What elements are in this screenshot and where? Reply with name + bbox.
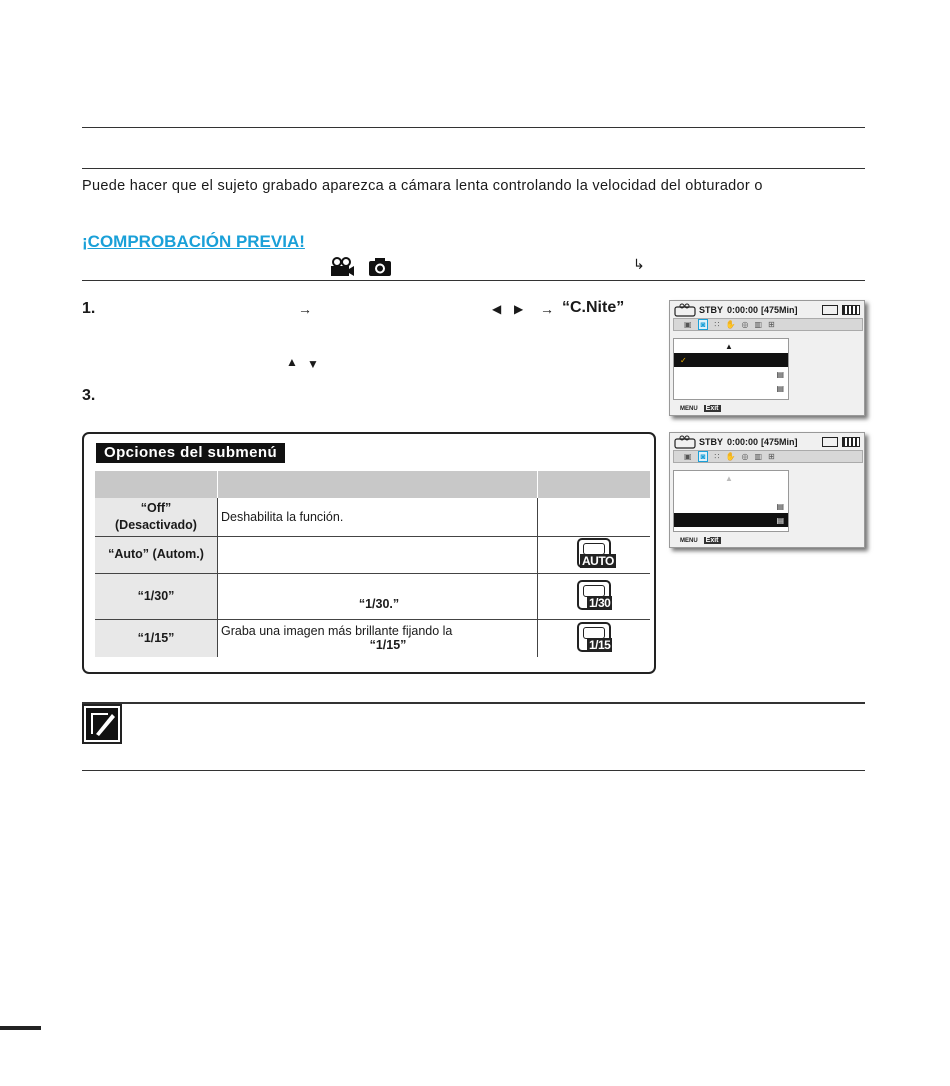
shutter-icon-label: 1/30 bbox=[589, 595, 611, 610]
tab-icon: ▥ bbox=[754, 320, 763, 329]
submenu-table bbox=[95, 471, 650, 657]
mode-icons bbox=[328, 257, 392, 277]
option-description bbox=[218, 498, 538, 536]
option-description bbox=[218, 536, 538, 573]
battery-icon bbox=[842, 437, 860, 447]
option-name-line: “1/30” bbox=[137, 588, 175, 603]
submenu-title: Opciones del submenú bbox=[96, 443, 285, 463]
option-description bbox=[218, 619, 538, 657]
option-name bbox=[95, 619, 218, 657]
submenu-list bbox=[673, 470, 789, 532]
scroll-up-icon: ▲ bbox=[725, 341, 733, 351]
precheck-rule bbox=[82, 280, 865, 281]
description-line: “1/30.” bbox=[358, 597, 400, 611]
exposure-tab-icon: ▣ bbox=[684, 320, 692, 329]
camera-screen-1 bbox=[669, 300, 865, 416]
table-row bbox=[95, 619, 650, 657]
menu-label: MENU bbox=[680, 537, 698, 544]
card-icon bbox=[822, 437, 838, 447]
up-triangle-icon: ▲ bbox=[286, 355, 298, 369]
movie-camera-icon bbox=[328, 257, 354, 277]
selected-row: ✓ bbox=[674, 353, 788, 367]
option-row: ▤ bbox=[776, 369, 784, 379]
table-header-cell bbox=[95, 471, 218, 498]
menu-tab-bar bbox=[673, 450, 863, 463]
timecode: 0:00:00 bbox=[727, 436, 759, 447]
table-row bbox=[95, 536, 650, 573]
option-icon-cell bbox=[538, 536, 651, 573]
description-line: Deshabilita la función. bbox=[221, 509, 344, 524]
header-rule-top bbox=[82, 127, 865, 128]
menu-tab-bar bbox=[673, 318, 863, 331]
table-header-cell bbox=[218, 471, 538, 498]
table-row bbox=[95, 573, 650, 619]
option-name-line: (Desactivado) bbox=[115, 517, 197, 532]
table-row bbox=[95, 498, 650, 536]
remaining-time: [475Min] bbox=[761, 436, 798, 447]
description-line: “1/15” bbox=[369, 638, 407, 653]
tab-icon: ✋ bbox=[725, 320, 736, 329]
cnite-target: “C.Nite” bbox=[562, 299, 625, 316]
left-triangle-icon: ◀ bbox=[492, 302, 502, 316]
table-header-row bbox=[95, 471, 650, 498]
option-name bbox=[95, 536, 218, 573]
option-name-line: “1/15” bbox=[137, 630, 175, 645]
battery-icon bbox=[842, 305, 860, 315]
note-rule-bottom bbox=[82, 770, 865, 771]
screen-status-bar bbox=[670, 301, 864, 318]
option-icon-cell bbox=[538, 619, 651, 657]
down-triangle-icon: ▼ bbox=[307, 357, 319, 371]
tab-icon: ∷ bbox=[714, 452, 720, 461]
description-line: Graba una imagen más brillante fijando la bbox=[221, 624, 453, 639]
submenu-options-box bbox=[82, 432, 656, 674]
option-description bbox=[218, 573, 538, 619]
return-arrow-icon: ↳ bbox=[633, 256, 645, 272]
tab-icon: ◎ bbox=[741, 320, 749, 329]
step-3-number: 3. bbox=[82, 387, 96, 404]
tab-icon: ⊞ bbox=[768, 320, 775, 329]
option-row: ▤ bbox=[776, 501, 784, 511]
screen-status-bar bbox=[670, 433, 864, 450]
photo-camera-icon bbox=[368, 257, 392, 277]
step-1-number: 1. bbox=[82, 300, 96, 317]
option-name bbox=[95, 498, 218, 536]
camera-screen-2 bbox=[669, 432, 865, 548]
tab-icon: ⊞ bbox=[768, 452, 775, 461]
option-icon-cell bbox=[538, 498, 651, 536]
step-1-arrow-2-icon: → bbox=[540, 301, 554, 317]
exit-label: Exit bbox=[705, 405, 719, 412]
cnite-tab-icon: ◙ bbox=[698, 451, 709, 462]
exposure-tab-icon: ▣ bbox=[684, 452, 692, 461]
tab-icon: ▥ bbox=[754, 452, 763, 461]
shutter-icon-label: 1/15 bbox=[589, 637, 611, 652]
menu-exit-hint bbox=[680, 537, 721, 544]
shutter-1-15-icon bbox=[577, 622, 611, 652]
movie-mode-icon bbox=[674, 303, 696, 317]
description-spacer bbox=[221, 581, 537, 597]
note-pencil-icon bbox=[82, 704, 122, 744]
header-rule-bottom bbox=[82, 168, 865, 169]
note-pencil-glyph bbox=[84, 706, 120, 742]
note-rule-top bbox=[82, 702, 865, 704]
option-row bbox=[674, 485, 788, 499]
option-icon-cell bbox=[538, 573, 651, 619]
table-header-cell bbox=[538, 471, 651, 498]
cnite-tab-icon: ◙ bbox=[698, 319, 709, 330]
movie-mode-icon bbox=[674, 435, 696, 449]
selected-row: ▤ bbox=[674, 513, 788, 527]
auto-icon bbox=[577, 538, 614, 568]
tab-icon: ◎ bbox=[741, 452, 749, 461]
option-row: ▤ bbox=[776, 383, 784, 393]
shutter-1-30-icon bbox=[577, 580, 611, 610]
submenu-list bbox=[673, 338, 789, 400]
option-name-line: “Off” bbox=[140, 500, 172, 515]
intro-paragraph: Puede hacer que el sujeto grabado aparezca a cámara lenta controlando la velocidad del obturador o bbox=[82, 178, 763, 194]
tab-icon: ∷ bbox=[714, 320, 720, 329]
timecode: 0:00:00 bbox=[727, 304, 759, 315]
card-icon bbox=[822, 305, 838, 315]
remaining-time: [475Min] bbox=[761, 304, 798, 315]
page-corner-bar bbox=[0, 1026, 41, 1030]
exit-label: Exit bbox=[705, 537, 719, 544]
step-1-arrow-icon: → bbox=[298, 301, 312, 317]
menu-exit-hint bbox=[680, 405, 721, 412]
scroll-up-icon: ▲ bbox=[725, 473, 733, 483]
auto-icon-label: AUTO bbox=[582, 554, 614, 568]
option-name-line: “Auto” (Autom.) bbox=[108, 547, 204, 561]
option-name bbox=[95, 573, 218, 619]
status-label: STBY bbox=[699, 304, 724, 315]
menu-label: MENU bbox=[680, 405, 698, 412]
precheck-title: ¡COMPROBACIÓN PREVIA! bbox=[82, 232, 305, 251]
tab-icon: ✋ bbox=[725, 452, 736, 461]
right-triangle-icon: ▶ bbox=[514, 302, 524, 316]
status-label: STBY bbox=[699, 436, 724, 447]
